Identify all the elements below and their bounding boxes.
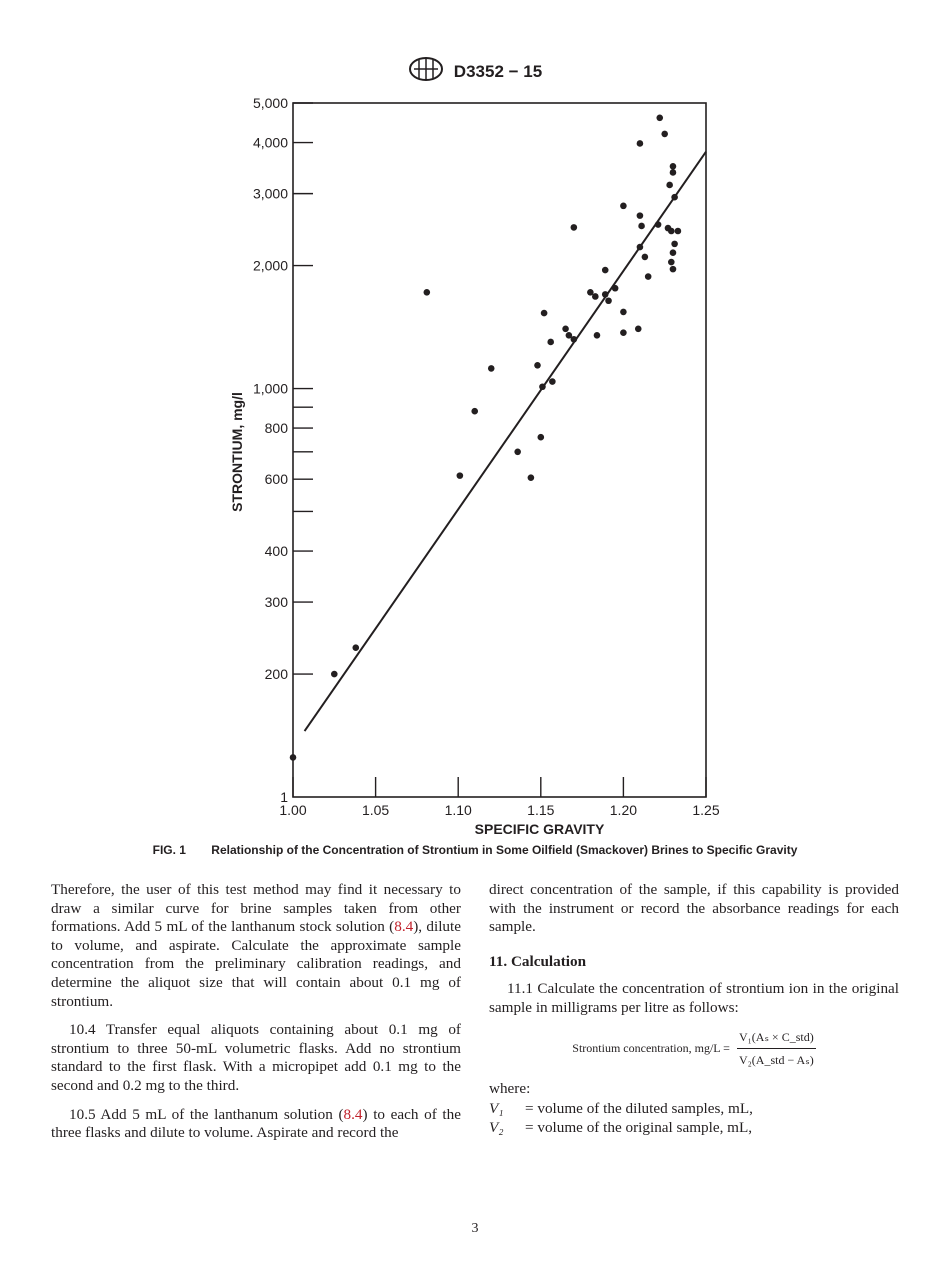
variable-definition <box>489 1119 899 1138</box>
paragraph-10-5: 10.5 Add 5 mL of the lanthanum solution (8.4) to each of the three flasks and dilute to volume. Aspirate and record the <box>51 1105 461 1142</box>
data-point <box>645 273 652 280</box>
data-point <box>457 472 464 479</box>
formula-denominator: V₂(A_std − Aₛ) <box>738 1053 814 1068</box>
y-tick-label: 5,000 <box>252 95 288 111</box>
data-point <box>620 329 627 336</box>
formula-label: Strontium concentration, mg/L = <box>572 1040 730 1055</box>
variable-meaning: = volume of the diluted samples, mL, <box>525 1100 753 1118</box>
y-tick-label: 800 <box>264 420 288 437</box>
data-point <box>602 291 609 298</box>
data-point <box>670 266 677 273</box>
y-tick-label: 200 <box>264 666 288 683</box>
data-point <box>331 671 338 678</box>
strontium-formula <box>489 1028 899 1070</box>
astm-logo-icon <box>408 56 444 87</box>
document-id: D3352 − 15 <box>453 61 543 81</box>
data-point <box>671 194 678 201</box>
left-text-column <box>51 881 461 1153</box>
x-tick-label: 1.15 <box>527 802 555 818</box>
data-point <box>594 332 601 339</box>
formula-numerator: V₁(Aₛ × C_std) <box>737 1028 816 1050</box>
variable-definition <box>489 1100 899 1119</box>
data-point <box>562 326 569 333</box>
y-axis-title: STRONTIUM, mg/l <box>229 392 245 512</box>
data-point <box>656 114 663 121</box>
data-point <box>539 383 546 390</box>
data-point <box>655 221 662 228</box>
variable-symbol: V₂ <box>489 1118 504 1136</box>
data-point <box>571 336 578 343</box>
paragraph-10-4: 10.4 Transfer equal aliquots containing about 0.1 mg of strontium to three 50-mL volumetric flasks. Add no strontium standard to the first flask. With a micropipet add 0.1 mg to the second and 0.2 mg to the third. <box>51 1021 461 1094</box>
x-axis-title: SPECIFIC GRAVITY <box>474 821 605 837</box>
y-tick-label: 2,000 <box>252 257 288 274</box>
data-point <box>547 339 554 346</box>
x-tick-label: 1.20 <box>609 802 638 818</box>
data-point <box>642 254 649 261</box>
data-point <box>592 293 599 300</box>
right-text-column <box>489 881 899 1138</box>
y-tick-label: 300 <box>264 594 288 611</box>
data-point <box>534 362 541 369</box>
data-point <box>549 378 556 385</box>
data-point <box>424 289 431 296</box>
data-point <box>666 182 673 189</box>
y-tick-label: 400 <box>264 543 288 560</box>
regression-line <box>305 152 706 731</box>
ref-link-8-4[interactable]: 8.4 <box>343 1105 363 1123</box>
x-tick-label: 1.05 <box>361 802 390 818</box>
data-point <box>605 297 612 304</box>
strontium-vs-specific-gravity-chart <box>0 90 950 842</box>
figure-number: FIG. 1 <box>152 843 186 857</box>
y-tick-label: 1 <box>280 789 288 805</box>
variable-symbol: V₁ <box>489 1100 504 1118</box>
y-tick-label: 3,000 <box>252 185 288 202</box>
page-header <box>0 56 950 87</box>
data-point <box>488 365 495 372</box>
paragraph-11-1: 11.1 Calculate the concentration of strontium ion in the original sample in milligrams per litre as follows: <box>489 980 899 1016</box>
paragraph-continuation: direct concentration of the sample, if this capability is provided with the instrument or record the absorbance readings for each sample. <box>489 881 899 936</box>
data-point <box>637 212 644 219</box>
data-point <box>571 224 578 231</box>
data-point <box>620 309 627 316</box>
data-point <box>638 223 645 230</box>
data-point <box>612 285 619 292</box>
data-point <box>290 754 297 761</box>
figure-caption-text: Relationship of the Concentration of Strontium in Some Oilfield (Smackover) Brines to Specific Gravity <box>211 843 798 857</box>
data-point <box>671 241 678 248</box>
data-point <box>637 244 644 251</box>
y-tick-label: 600 <box>264 471 288 488</box>
figure-caption <box>0 843 950 857</box>
y-tick-label: 1,000 <box>252 380 288 397</box>
data-point <box>668 228 675 235</box>
variable-meaning: = volume of the original sample, mL, <box>525 1118 753 1136</box>
data-point <box>668 259 675 266</box>
x-tick-label: 1.25 <box>692 802 720 818</box>
data-point <box>538 434 545 441</box>
where-label: where: <box>489 1079 531 1097</box>
formula-fraction <box>737 1028 816 1070</box>
data-point <box>602 267 609 274</box>
data-point <box>661 131 668 138</box>
x-tick-label: 1.10 <box>444 802 472 818</box>
data-point <box>352 644 359 651</box>
data-point <box>670 169 677 176</box>
y-tick-label: 4,000 <box>252 134 288 151</box>
data-point <box>675 228 682 235</box>
ref-link-8-4[interactable]: 8.4 <box>394 918 414 936</box>
paragraph-continuation: Therefore, the user of this test method may find it necessary to draw a similar curve for brine samples taken from other formations. Add 5 mL of the lanthanum stock solution (8.4), dilute to volume, and aspirate. Calculate the approximate sample concentration from the preliminary calibration readings, and determine the aliquot size that will contain about 0.1 mg of strontium. <box>51 881 461 1010</box>
x-tick-label: 1.00 <box>279 802 307 818</box>
data-point <box>670 163 677 170</box>
data-point <box>514 448 521 455</box>
page-number: 3 <box>471 1221 479 1236</box>
data-point <box>541 310 548 317</box>
data-point <box>471 408 478 415</box>
data-point <box>670 249 677 256</box>
section-heading-calculation: 11. Calculation <box>489 952 587 970</box>
data-point <box>635 326 642 333</box>
data-point <box>637 140 644 147</box>
data-point <box>620 203 627 210</box>
data-point <box>528 474 535 481</box>
